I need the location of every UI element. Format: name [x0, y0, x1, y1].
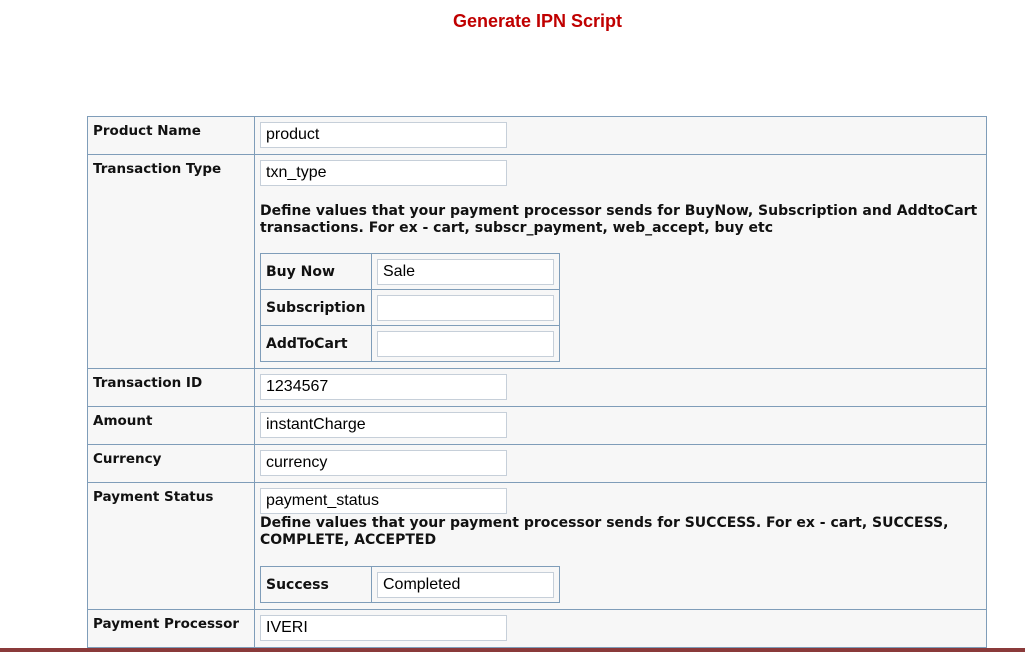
payment-status-input[interactable]: [260, 488, 507, 514]
transaction-id-input[interactable]: [260, 374, 507, 400]
transaction-type-note: Define values that your payment processor sends for BuyNow, Subscription and AddtoCart transactions. For ex - cart, subscr_payment, web_accept, buy etc: [260, 203, 978, 236]
ipn-form-table: [87, 116, 987, 648]
payment-status-note: Define values that your payment processor sends for SUCCESS. For ex - cart, SUCCESS, COMPLETE, ACCEPTED: [260, 515, 949, 548]
payment-status-values-table: [260, 566, 560, 603]
payment-processor-label: Payment Processor: [88, 610, 255, 648]
success-input[interactable]: [377, 572, 554, 598]
payment-processor-input[interactable]: [260, 615, 507, 641]
transaction-type-label: Transaction Type: [88, 155, 255, 369]
sub-row-add-to-cart: [261, 326, 560, 362]
page-bottom-strip: [0, 648, 1025, 652]
product-name-input[interactable]: [260, 122, 507, 148]
row-payment-status: [88, 483, 987, 610]
row-product-name: [88, 117, 987, 155]
amount-input[interactable]: [260, 412, 507, 438]
success-label: Success: [261, 567, 372, 603]
payment-status-label: Payment Status: [88, 483, 255, 610]
subscription-label: Subscription: [261, 290, 372, 326]
sub-row-buy-now: [261, 254, 560, 290]
row-transaction-type: [88, 155, 987, 369]
currency-label: Currency: [88, 445, 255, 483]
subscription-input[interactable]: [377, 295, 554, 321]
sub-row-subscription: [261, 290, 560, 326]
transaction-type-values-table: [260, 253, 560, 362]
row-currency: [88, 445, 987, 483]
row-transaction-id: [88, 369, 987, 407]
transaction-type-input[interactable]: [260, 160, 507, 186]
amount-label: Amount: [88, 407, 255, 445]
row-payment-processor: [88, 610, 987, 648]
page-title: Generate IPN Script: [452, 11, 623, 31]
sub-row-success: [261, 567, 560, 603]
buy-now-label: Buy Now: [261, 254, 372, 290]
currency-input[interactable]: [260, 450, 507, 476]
add-to-cart-label: AddToCart: [261, 326, 372, 362]
transaction-id-label: Transaction ID: [88, 369, 255, 407]
product-name-label: Product Name: [88, 117, 255, 155]
add-to-cart-input[interactable]: [377, 331, 554, 357]
row-amount: [88, 407, 987, 445]
buy-now-input[interactable]: [377, 259, 554, 285]
